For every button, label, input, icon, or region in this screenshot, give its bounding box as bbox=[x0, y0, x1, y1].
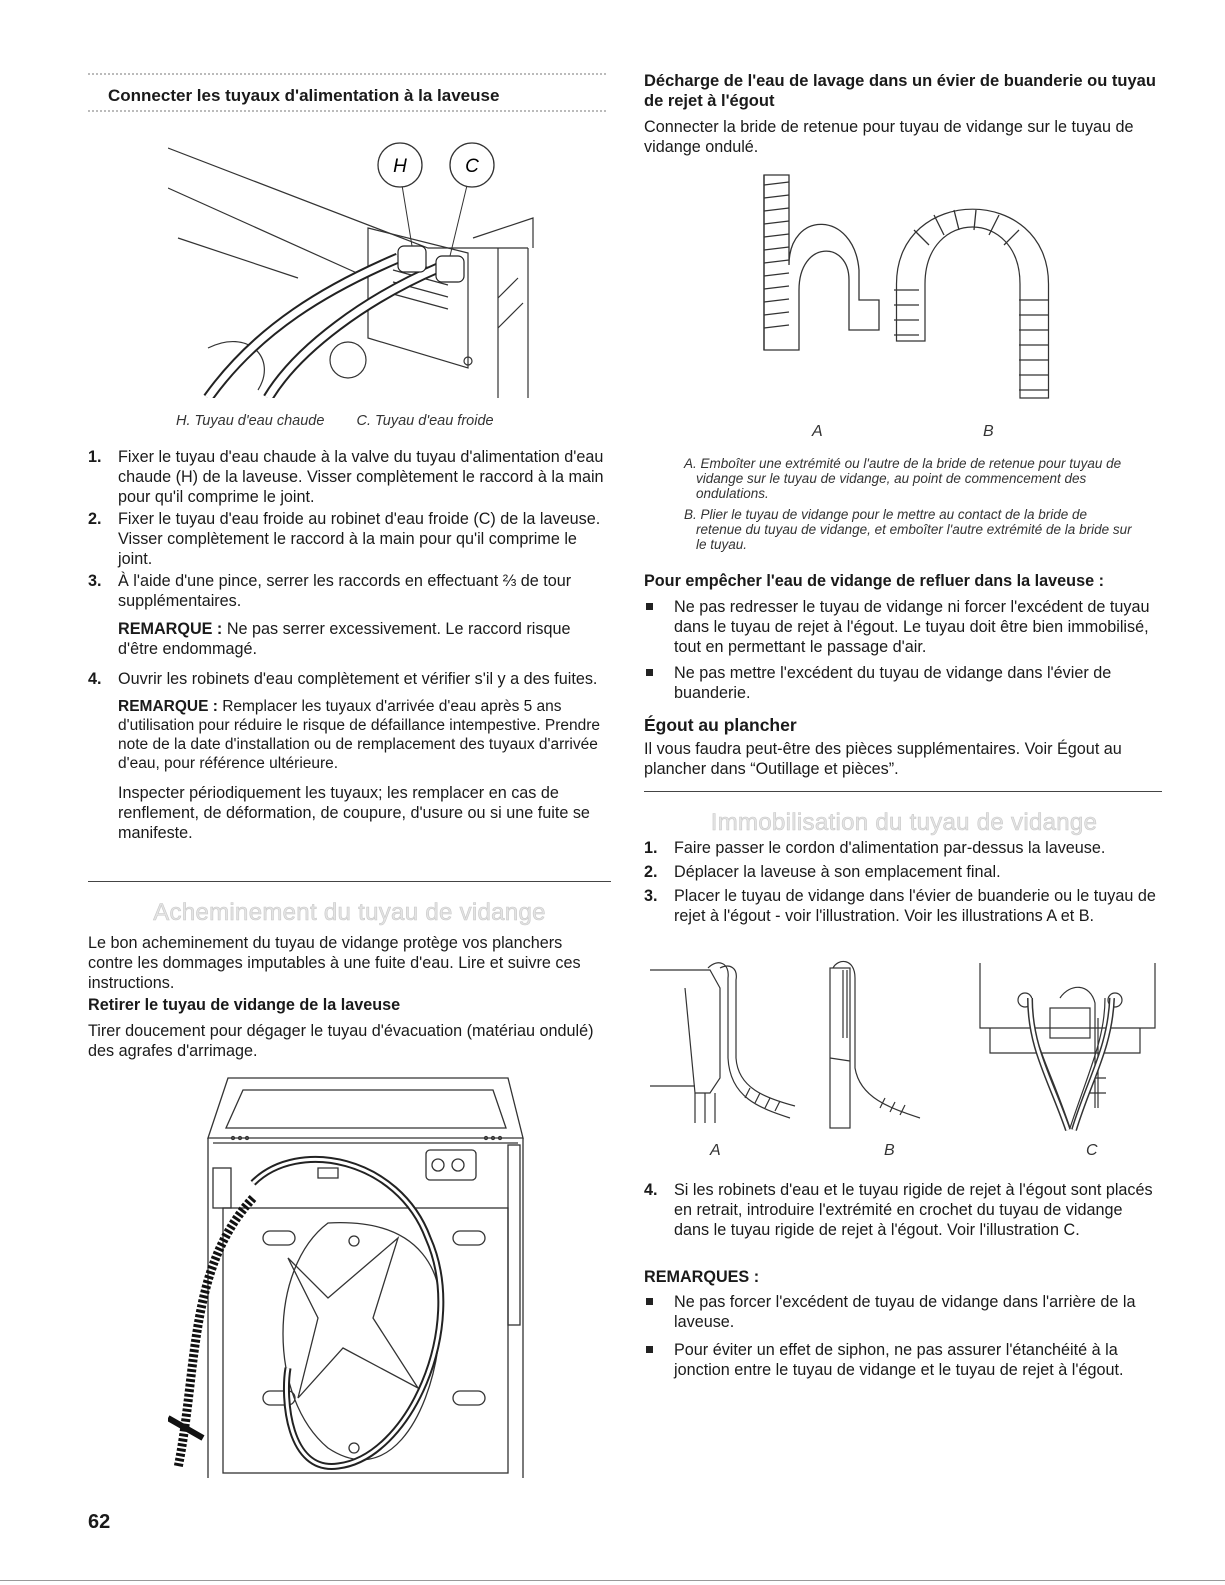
title-bottom-rule bbox=[88, 110, 608, 112]
section-divider bbox=[88, 881, 611, 882]
clip-caption-a: A. Emboîter une extrémité ou l'autre de la bride de retenue pour tuyau de vidange sur le tuyau de vidange, au point de commencement des ondulations. bbox=[684, 456, 1122, 501]
note-text: Ne pas serrer excessivement. Le raccord risque d'être endommagé. bbox=[118, 620, 571, 658]
drain-install-figure bbox=[650, 958, 1162, 1138]
step-text: Fixer le tuyau d'eau chaude à la valve du tuyau d'alimentation d'eau chaude (H) de la laveuse. Visser complètement le raccord à la main pour qu'il comprime le joint. bbox=[118, 448, 604, 506]
note-step3 bbox=[118, 619, 611, 659]
clip-caption-b: B. Plier le tuyau de vidange pour le mettre au contact de la bride de retenue du tuyau de vidange, et emboîter l'autre extrémité de la bride sur le tuyau. bbox=[684, 507, 1132, 552]
bullet-text: Ne pas mettre l'excédent du tuyau de vidange dans l'évier de buanderie. bbox=[674, 664, 1112, 702]
step-text: Fixer le tuyau d'eau froide au robinet d'eau froide (C) de la laveuse. Visser complètement le raccord à la main pour qu'il comprime le joint. bbox=[118, 510, 601, 568]
install-fig-label-a: A bbox=[710, 1142, 721, 1159]
bullet-square bbox=[646, 1346, 653, 1353]
step-text: Ouvrir les robinets d'eau complètement et vérifier s'il y a des fuites. bbox=[118, 670, 598, 688]
list-item bbox=[88, 669, 611, 843]
step-text: Placer le tuyau de vidange dans l'évier de buanderie ou le tuyau de rejet à l'égout - voir l'illustration. Voir les illustrations A et B. bbox=[674, 887, 1156, 925]
note-label: REMARQUE : bbox=[118, 620, 223, 638]
list-item bbox=[644, 862, 1162, 882]
fig1-label-h: H bbox=[393, 156, 407, 177]
list-item bbox=[644, 597, 1159, 657]
install-fig-label-c: C bbox=[1086, 1142, 1098, 1159]
step-text: Déplacer la laveuse à son emplacement final. bbox=[674, 863, 1001, 881]
list-item bbox=[644, 1292, 1159, 1332]
inspect-paragraph: Inspecter périodiquement les tuyaux; les remplacer en cas de renflement, de déformation, de coupure, d'usure ou si une fuite se manifeste. bbox=[118, 784, 590, 842]
washer-back-figure bbox=[168, 1068, 528, 1480]
bullet-square bbox=[646, 1298, 653, 1305]
bullet-text: Ne pas redresser le tuyau de vidange ni forcer l'excédent de tuyau dans le tuyau de rejet à l'égout. Le tuyau doit être bien immobilisé, tout en permettant le passage d'air. bbox=[674, 598, 1150, 656]
page-bottom-rule bbox=[0, 1580, 1225, 1581]
remarques-bullets bbox=[644, 1292, 1159, 1380]
backflow-bullets bbox=[644, 597, 1159, 703]
bullet-text: Pour éviter un effet de siphon, ne pas assurer l'étanchéité à la jonction entre le tuyau de vidange et le tuyau de rejet à l'égout. bbox=[674, 1341, 1124, 1379]
step-text: Faire passer le cordon d'alimentation par-dessus la laveuse. bbox=[674, 839, 1106, 857]
backflow-heading: Pour empêcher l'eau de vidange de refluer dans la laveuse : bbox=[644, 572, 1104, 590]
drain-routing-intro: Le bon acheminement du tuyau de vidange protège vos planchers contre les dommages imputables à une fuite d'eau. Lire et suivre ces instructions. bbox=[88, 934, 581, 992]
step-number: 4. bbox=[88, 670, 102, 688]
step-number: 1. bbox=[644, 839, 658, 857]
discharge-text: Connecter la bride de retenue pour tuyau de vidange sur le tuyau de vidange ondulé. bbox=[644, 118, 1134, 156]
fig1-caption-h: H. Tuyau d'eau chaude bbox=[176, 413, 325, 429]
step-4 bbox=[644, 1180, 1162, 1240]
list-item bbox=[644, 886, 1162, 926]
install-fig-label-b: B bbox=[884, 1142, 895, 1159]
remarques-label: REMARQUES : bbox=[644, 1268, 760, 1286]
note-label: REMARQUE : bbox=[118, 698, 218, 715]
section-title-drain-routing: Acheminement du tuyau de vidange bbox=[153, 899, 546, 926]
list-item bbox=[644, 663, 1159, 703]
step-number: 2. bbox=[88, 510, 102, 528]
secure-steps-list bbox=[644, 838, 1162, 926]
step-number: 3. bbox=[644, 887, 658, 905]
bullet-square bbox=[646, 603, 653, 610]
note-text: Remplacer les tuyaux d'arrivée d'eau après 5 ans d'utilisation pour réduire le risque de défaillance intempestive. Prendre note de la date d'installation ou de remplacement des tuyaux d'arrivée d'eau, pour référence ultérieure. bbox=[118, 698, 601, 772]
floor-drain-heading: Égout au plancher bbox=[644, 715, 797, 735]
page-number: 62 bbox=[88, 1511, 111, 1533]
fig1-label-c: C bbox=[465, 156, 479, 177]
supply-steps-list bbox=[88, 447, 611, 843]
bullet-square bbox=[646, 669, 653, 676]
drain-clip-figure bbox=[754, 170, 1054, 415]
step-number: 3. bbox=[88, 572, 102, 590]
list-item bbox=[644, 838, 1162, 858]
step-text: Si les robinets d'eau et le tuyau rigide de rejet à l'égout sont placés en retrait, introduire l'extrémité en crochet du tuyau de vidange dans le tuyau rigide de rejet à l'égout. Voir l'illustration C. bbox=[674, 1181, 1153, 1239]
list-item bbox=[88, 447, 611, 507]
step-number: 4. bbox=[644, 1181, 658, 1199]
fig1-caption-c: C. Tuyau d'eau froide bbox=[356, 413, 494, 429]
hose-connection-figure bbox=[168, 128, 538, 398]
remove-drain-heading: Retirer le tuyau de vidange de la laveuse bbox=[88, 996, 401, 1014]
step-text: À l'aide d'une pince, serrer les raccords en effectuant ⅔ de tour supplémentaires. bbox=[118, 572, 572, 610]
title-top-rule bbox=[88, 73, 608, 75]
remove-drain-text: Tirer doucement pour dégager le tuyau d'évacuation (matériau ondulé) des agrafes d'arrimage. bbox=[88, 1022, 594, 1060]
list-item bbox=[88, 509, 611, 569]
section-title-supply-hoses: Connecter les tuyaux d'alimentation à la laveuse bbox=[108, 86, 500, 105]
list-item bbox=[644, 1340, 1159, 1380]
clip-fig-label-a: A bbox=[812, 423, 823, 440]
bullet-text: Ne pas forcer l'excédent de tuyau de vidange dans l'arrière de la laveuse. bbox=[674, 1293, 1136, 1331]
section-title-secure-drain: Immobilisation du tuyau de vidange bbox=[710, 809, 1098, 836]
step-number: 2. bbox=[644, 863, 658, 881]
section-divider bbox=[644, 791, 1162, 792]
list-item bbox=[88, 571, 611, 659]
step-number: 1. bbox=[88, 448, 102, 466]
fig1-caption bbox=[176, 414, 494, 429]
list-item bbox=[644, 1180, 1162, 1240]
discharge-heading: Décharge de l'eau de lavage dans un évier de buanderie ou tuyau de rejet à l'égout bbox=[644, 72, 1156, 110]
clip-fig-label-b: B bbox=[983, 423, 994, 440]
floor-drain-text: Il vous faudra peut-être des pièces supplémentaires. Voir Égout au plancher dans “Outillage et pièces”. bbox=[644, 740, 1122, 778]
note-step4 bbox=[118, 697, 611, 773]
